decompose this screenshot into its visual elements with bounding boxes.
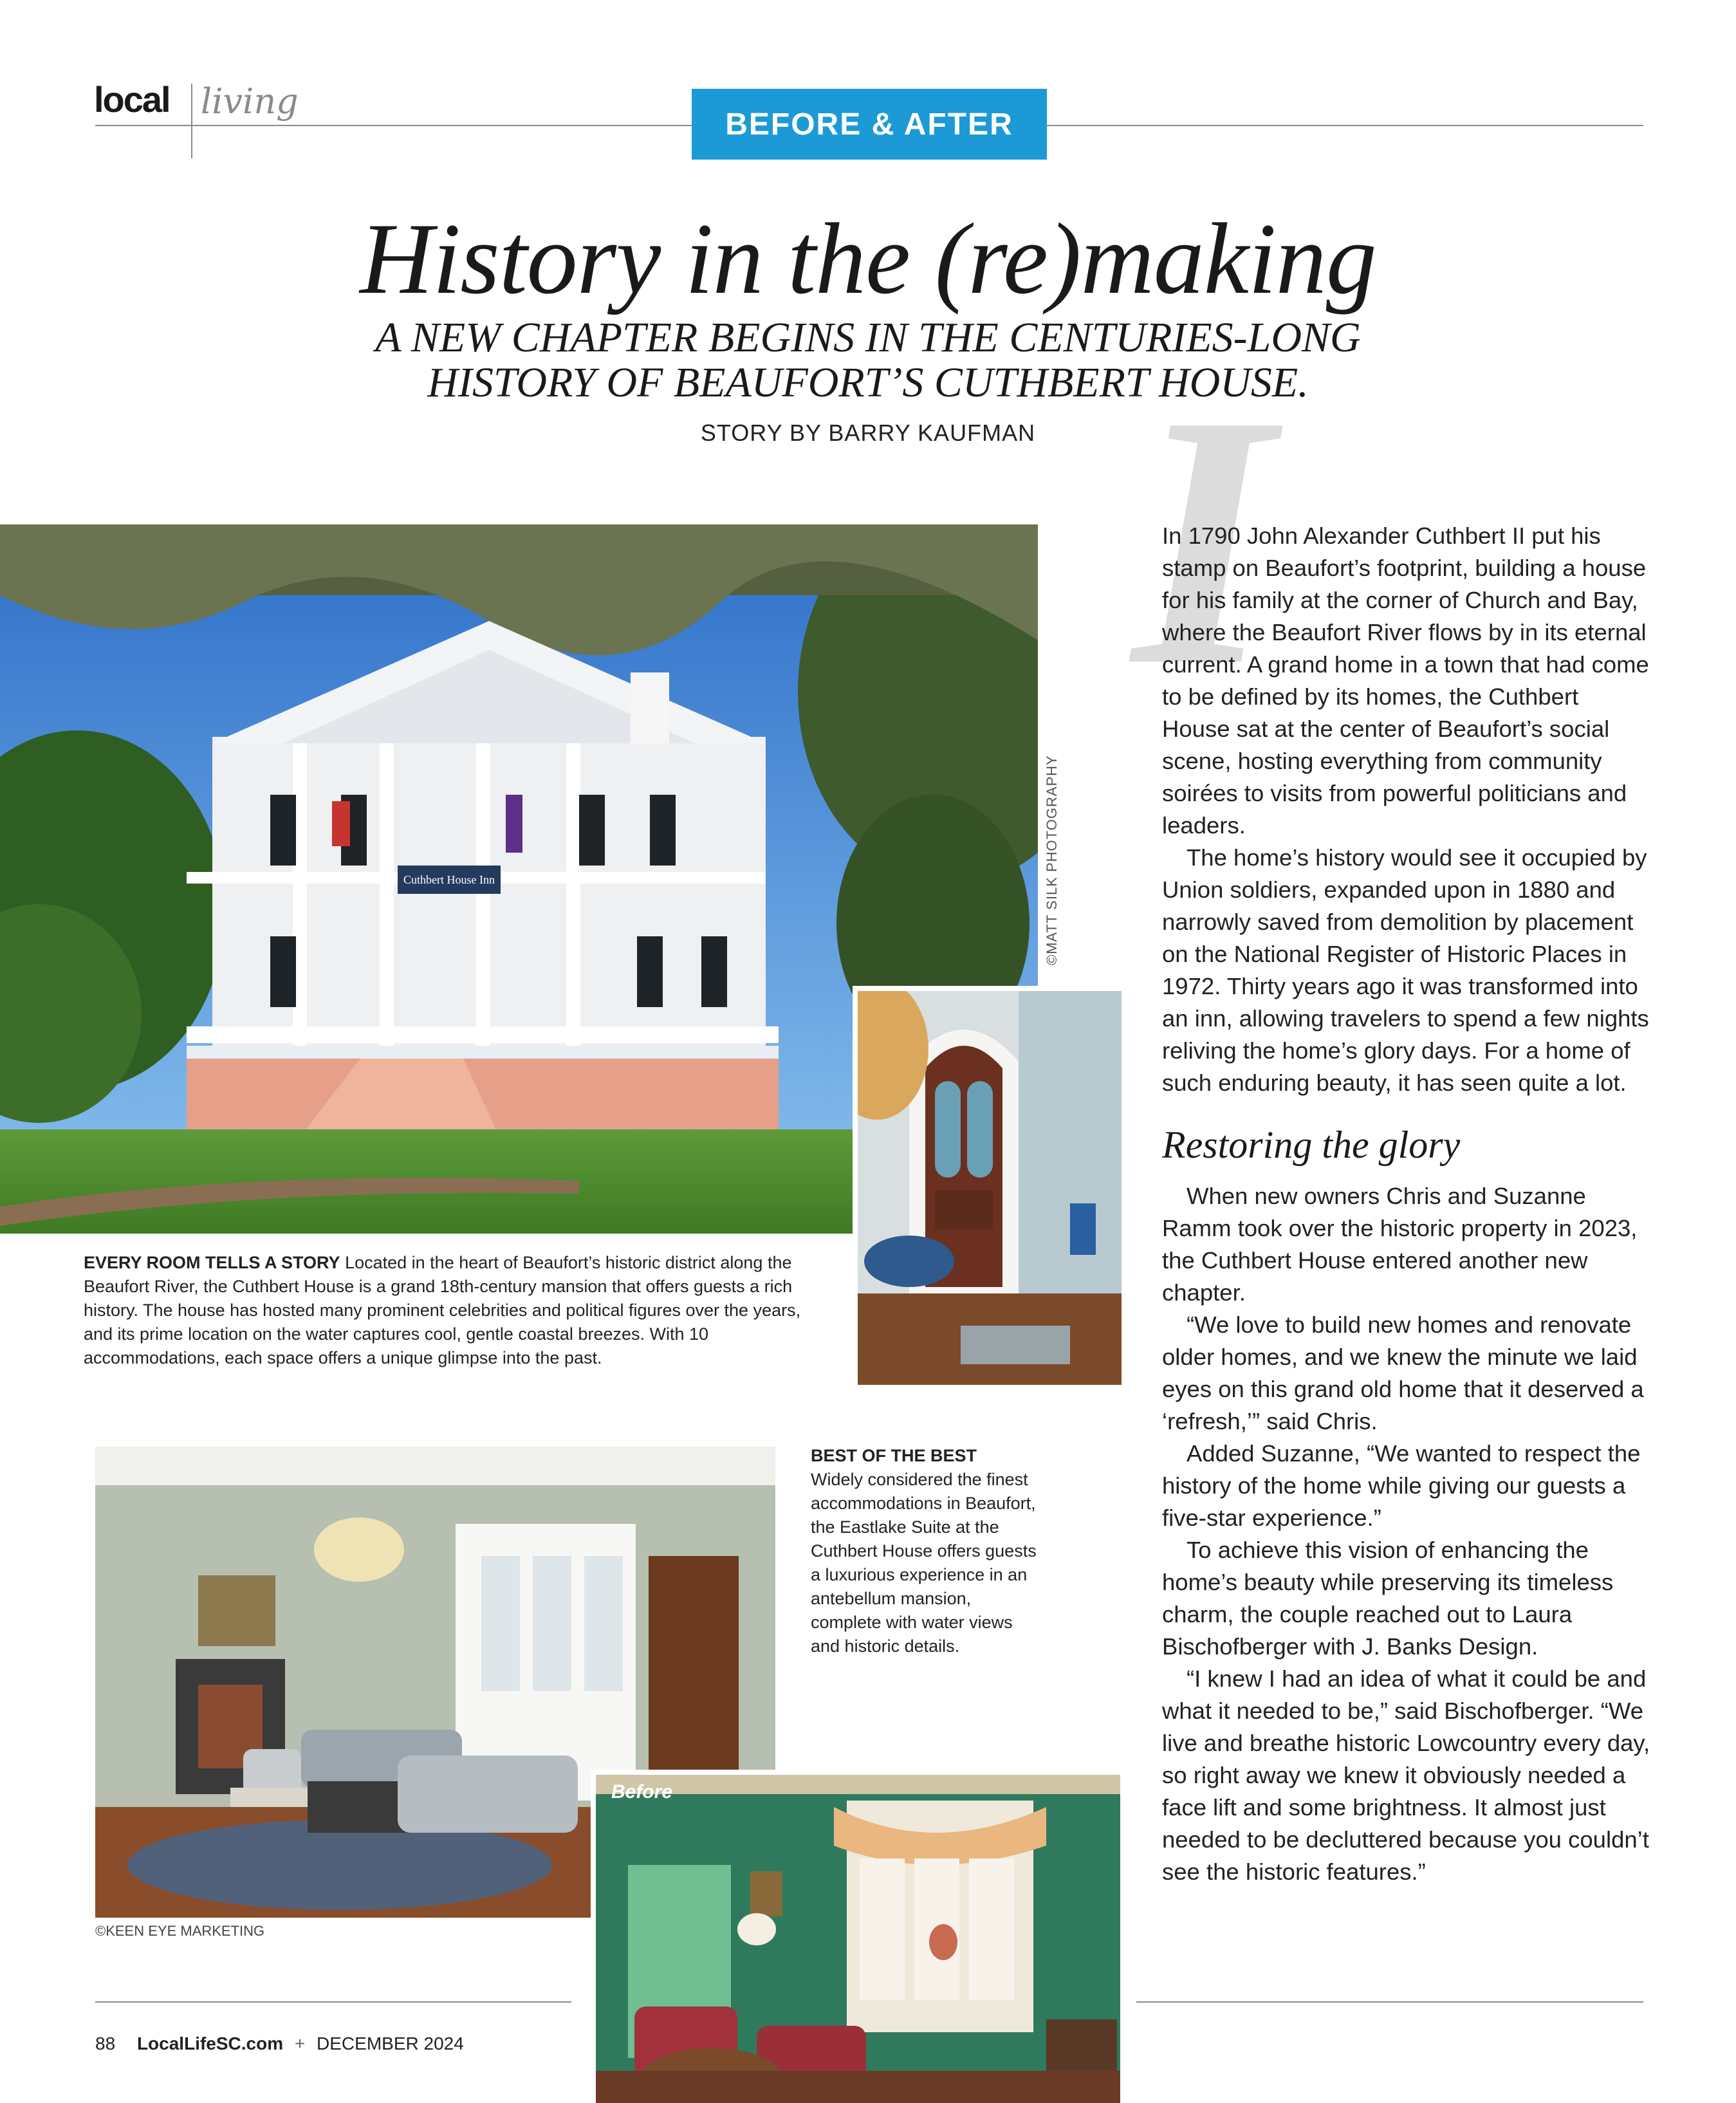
photo-credit-matt-silk: ©MATT SILK PHOTOGRAPHY — [1044, 755, 1060, 965]
page-footer — [95, 2034, 464, 2054]
brand-separator — [191, 84, 192, 158]
paragraph: The home’s history would see it occupied by Union soldiers, expanded upon in 1880 and narrowly saved from demolition by placement on the National Register of Historic Places in 1972. Thirty years ago it was transformed into an inn, allowing travelers to spend a few nights reliving the home’s glory days. For a home of such enduring beauty, it has seen quite a lot. — [1162, 844, 1649, 1096]
section-badge: BEFORE & AFTER — [692, 89, 1047, 160]
footer-rule-right — [1136, 2001, 1643, 2003]
caption-text: Located in the heart of Beaufort’s historic district along the Beaufort River, the Cuthbert House is a grand 18th-century mansion that offers guests a rich history. The house has hosted many prominent celebrities and political figures over the years, and its prime location on the water captures cool, gentle coastal breezes. With 10 accommodations, each space offers a unique glimpse into the past. — [84, 1253, 801, 1367]
paragraph: When new owners Chris and Suzanne Ramm took over the historic property in 2023, the Cuthbert House entered another new chapter. — [1162, 1183, 1638, 1306]
page-number: 88 — [95, 2034, 116, 2053]
footer-issue: DECEMBER 2024 — [317, 2034, 464, 2053]
byline: STORY BY BARRY KAUFMAN — [700, 420, 1036, 446]
article-dek — [0, 315, 1736, 405]
paragraph: Added Suzanne, “We wanted to respect the history of the home while giving our guests a five-star experience.” — [1162, 1440, 1641, 1531]
caption-heading: BEST OF THE BEST — [811, 1446, 977, 1465]
dek-line-2: HISTORY OF BEAUFORT’S CUTHBERT HOUSE. — [427, 359, 1309, 406]
footer-separator: + — [294, 2034, 306, 2053]
dek-line-1: A NEW CHAPTER BEGINS IN THE CENTURIES-LONG — [375, 314, 1361, 361]
caption-heading: EVERY ROOM TELLS A STORY — [84, 1253, 340, 1272]
house-sign: Cuthbert House Inn — [403, 873, 495, 886]
article-title: History in the (re)making — [360, 203, 1376, 315]
caption-text: Widely considered the finest accommodations in Beaufort, the Eastlake Suite at the Cuthbert House offers guests a luxurious experience in an antebellum mansion, complete with water views and historic details. — [811, 1470, 1037, 1656]
paragraph: In 1790 John Alexander Cuthbert II put his stamp on Beaufort’s footprint, building a house for his family at the corner of Church and Bay, where the Beaufort River flows by in its eternal current. A grand home in a town that had come to be defined by its homes, the Cuthbert House sat at the center of Beaufort’s social scene, hosting everything from community soirées to visits from powerful politicians and leaders. — [1162, 523, 1649, 838]
paragraph: To achieve this vision of enhancing the home’s beauty while preserving its timeless charm, the couple reached out to Laura Bischofberger with J. Banks Design. — [1162, 1537, 1614, 1660]
paragraph: “I knew I had an idea of what it could be and what it needed to be,” said Bischofberger. “We live and breathe historic Lowcountry every day, so right away we knew it obviously needed a face lift and some brightness. It almost just needed to be decluttered because you couldn’t see the historic features.” — [1162, 1665, 1650, 1885]
article-body — [1162, 520, 1651, 1888]
caption-best-of-best — [811, 1444, 1042, 1658]
brand-living: living — [201, 81, 299, 122]
before-label: Before — [611, 1781, 673, 1802]
paragraph: “We love to build new homes and renovate older homes, and we knew the minute we laid eyes on this grand old home that it deserved a ‘refresh,’” said Chris. — [1162, 1311, 1644, 1434]
footer-site-link[interactable]: LocalLifeSC.com — [136, 2034, 284, 2053]
photo-credit-keen-eye: ©KEEN EYE MARKETING — [95, 1923, 265, 1939]
footer-rule-left — [95, 2001, 571, 2003]
before-renovation-photo — [591, 1770, 1120, 2103]
drop-cap: I — [1132, 341, 1273, 740]
brand-local: local — [94, 79, 170, 120]
caption-every-room — [84, 1251, 824, 1370]
entry-door-photo — [853, 986, 1127, 1390]
subhead: Restoring the glory — [1162, 1124, 1461, 1166]
